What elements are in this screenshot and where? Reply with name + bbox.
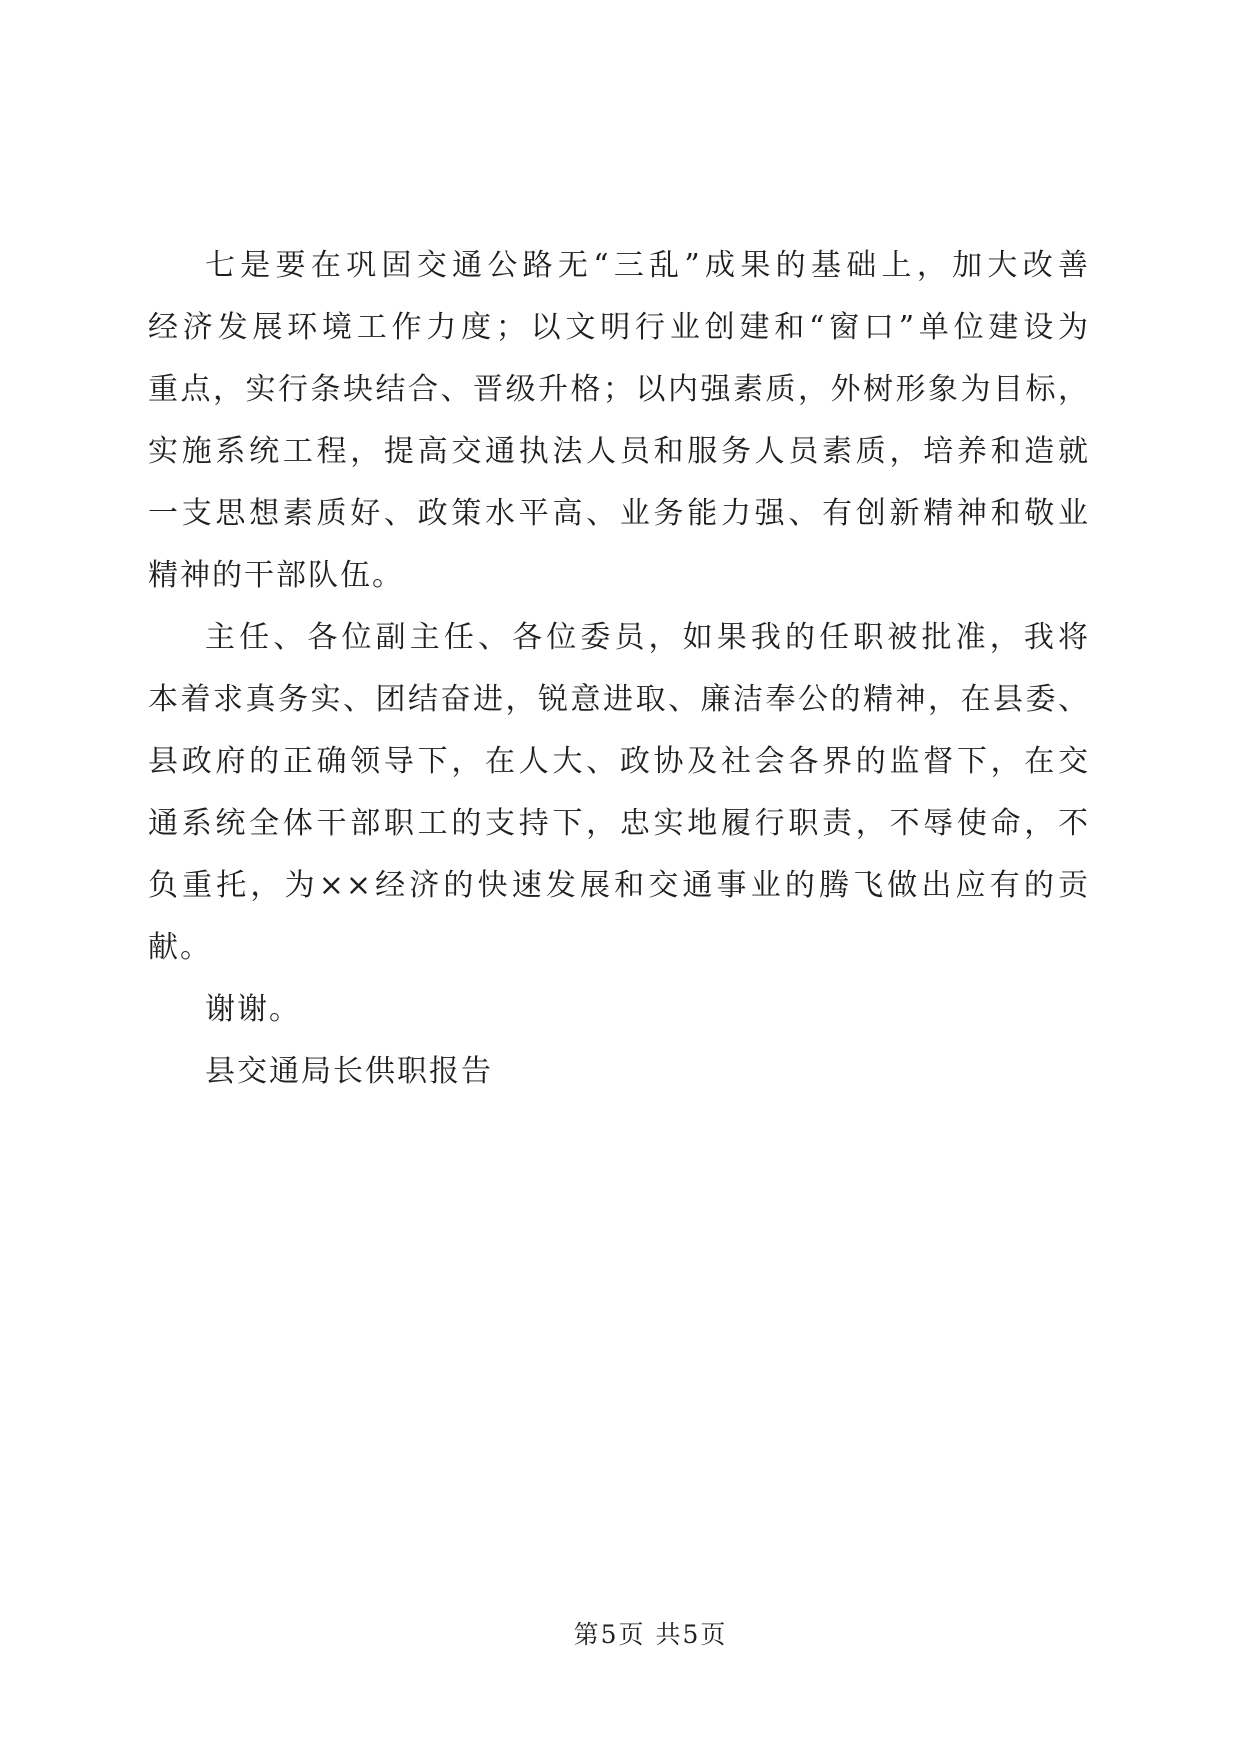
text-line: 谢谢。 (205, 992, 301, 1027)
text-line: 县交通局长供职报告 (205, 1054, 493, 1089)
text-line: 通系统全体干部职工的支持下，忠实地履行职责，不辱使命，不 (148, 806, 1090, 841)
text-line: 经济发展环境工作力度；以文明行业创建和“窗口”单位建设为 (148, 310, 1090, 345)
text-line: 实施系统工程，提高交通执法人员和服务人员素质，培养和造就 (148, 434, 1090, 469)
paragraph (148, 235, 1090, 607)
text-line: 负重托，为××经济的快速发展和交通事业的腾飞做出应有的贡 (148, 868, 1090, 903)
paragraph (148, 979, 1090, 1041)
text-line: 主任、各位副主任、各位委员，如果我的任职被批准，我将 (205, 620, 1090, 655)
text-line: 县政府的正确领导下，在人大、政协及社会各界的监督下，在交 (148, 744, 1090, 779)
text-line: 七是要在巩固交通公路无“三乱”成果的基础上，加大改善 (205, 248, 1090, 283)
text-line: 本着求真务实、团结奋进，锐意进取、廉洁奉公的精神，在县委、 (148, 682, 1090, 717)
page-number: 第5页 共5页 (573, 1620, 728, 1649)
text-line: 献。 (148, 930, 212, 965)
page-footer (0, 1612, 1241, 1658)
document-body (148, 235, 1090, 1103)
paragraph (148, 1041, 1090, 1103)
text-line: 重点，实行条块结合、晋级升格；以内强素质，外树形象为目标， (148, 372, 1090, 407)
text-line: 一支思想素质好、政策水平高、业务能力强、有创新精神和敬业 (148, 496, 1090, 531)
paragraph (148, 607, 1090, 979)
text-line: 精神的干部队伍。 (148, 558, 404, 593)
